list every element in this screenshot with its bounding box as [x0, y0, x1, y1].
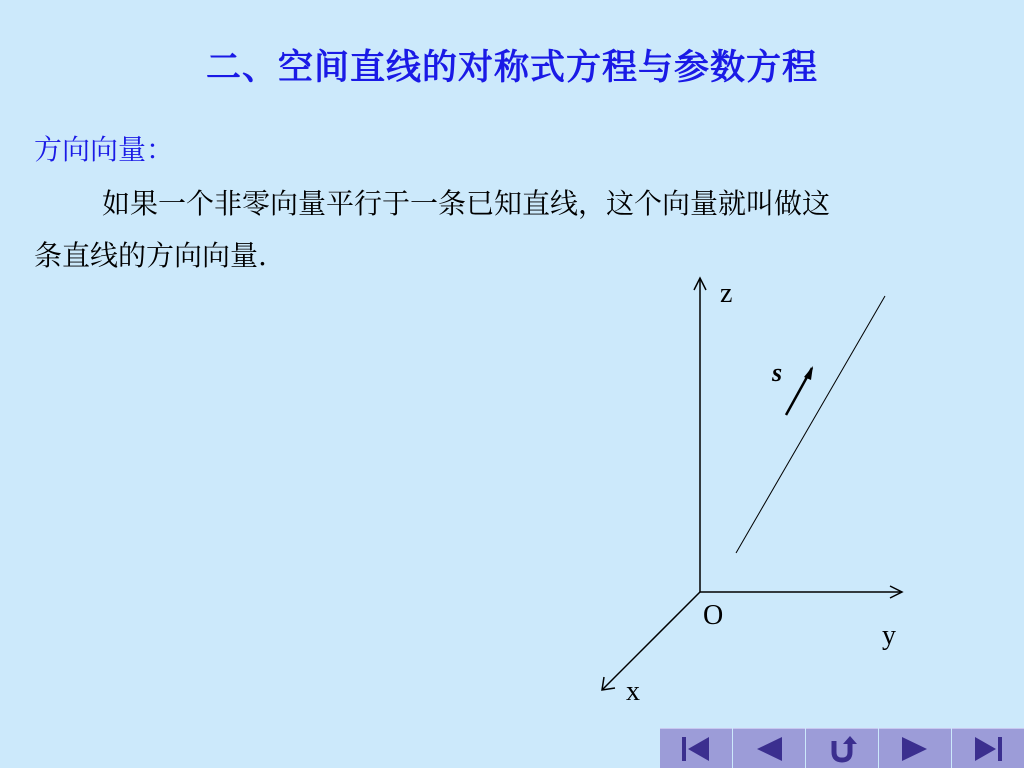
- first-icon: [676, 734, 716, 764]
- subheading: 方向向量：: [34, 133, 175, 166]
- last-icon: [968, 734, 1008, 764]
- slide-title: 二、空间直线的对称式方程与参数方程: [205, 47, 818, 88]
- slide-navigation: [660, 728, 1024, 768]
- return-icon: [822, 734, 862, 764]
- first-slide-button[interactable]: [660, 728, 732, 768]
- definition-line-1: 如果一个非零向量平行于一条已知直线，这个向量就叫做这: [102, 187, 831, 220]
- origin-label: O: [703, 600, 724, 631]
- definition-line-2: 条直线的方向向量.: [34, 239, 267, 272]
- previous-slide-button[interactable]: [733, 728, 805, 768]
- next-icon: [895, 734, 935, 764]
- given-line: [736, 296, 885, 553]
- next-slide-button[interactable]: [879, 728, 951, 768]
- vector-s-label: s: [772, 358, 783, 387]
- return-button[interactable]: [806, 728, 878, 768]
- last-slide-button[interactable]: [952, 728, 1024, 768]
- z-axis-label: z: [720, 278, 733, 309]
- previous-icon: [749, 734, 789, 764]
- x-axis: [602, 592, 700, 690]
- x-axis-label: x: [626, 676, 640, 707]
- y-axis-label: y: [882, 620, 896, 651]
